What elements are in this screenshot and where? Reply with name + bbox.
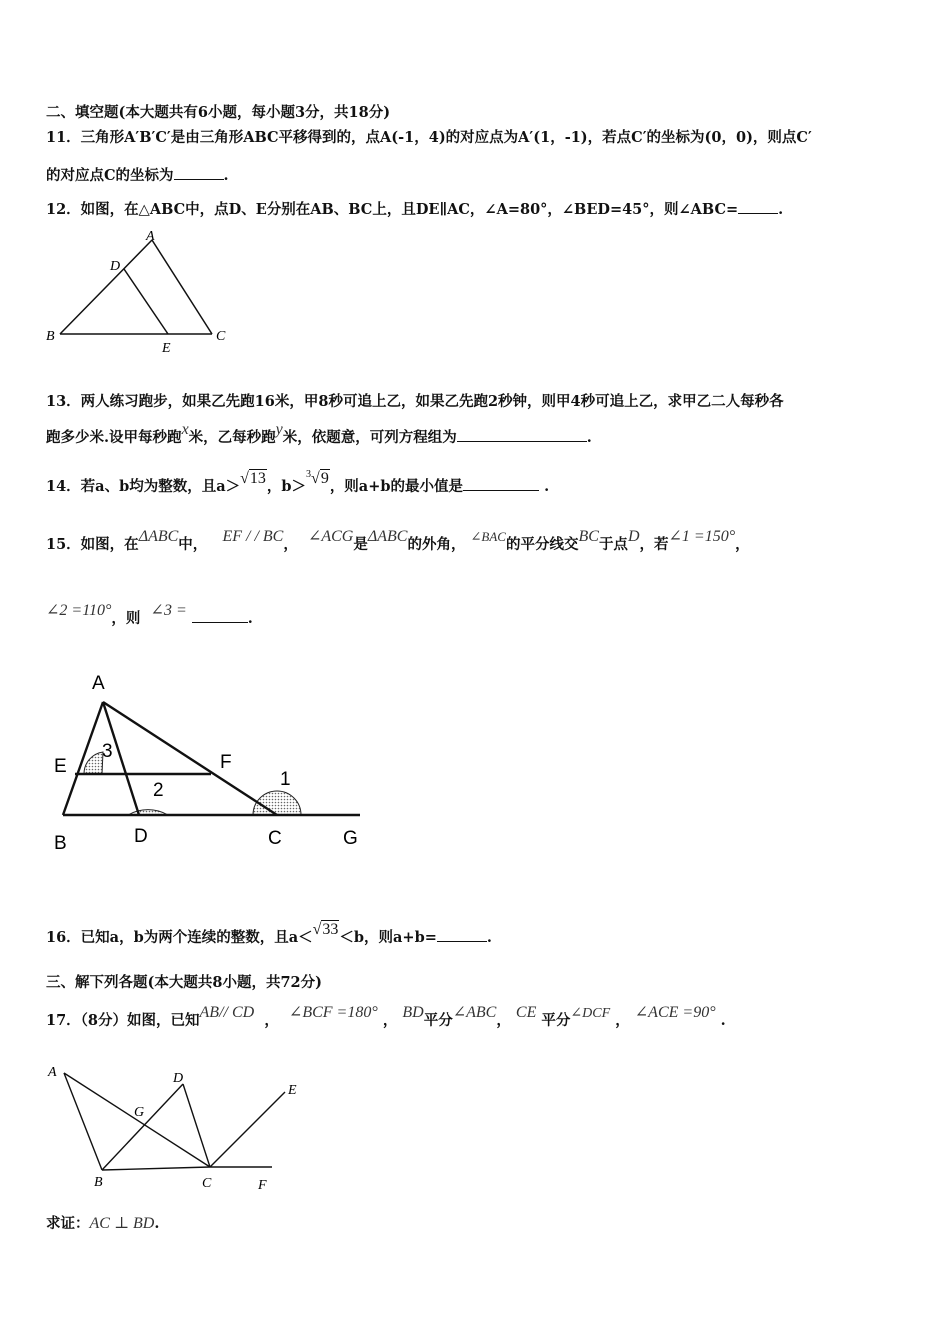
q17-proof-line [46,1214,159,1234]
q12-end: . [778,201,784,218]
q16-text-b: ＜b，则a+b= [339,929,437,946]
q17-segment-bc [102,1167,210,1170]
q17-segment-dc [183,1084,210,1167]
q15-math-angle2: ∠2 =110° [46,602,112,619]
q12-label-a: A [146,229,155,244]
q17-figure [40,1060,320,1195]
q17-line [46,1004,726,1032]
q17-text-8: . [720,1012,726,1029]
q14-root-index: 3 [306,469,312,480]
q15-figure [40,660,380,860]
q14-sqrt-13: √13 [240,470,266,487]
q15-math-angle-bac: ∠BAC [470,529,506,544]
q13-end: . [586,429,592,446]
q15-label-a: A [92,673,105,694]
q17-math-angle-dcf: ∠DCF [570,1006,611,1021]
q12-segment-ba [60,240,152,334]
q12-figure [40,226,240,356]
q13-var-y: y [275,421,283,438]
q13-text-c: 米，依题意，可列方程组为 [282,429,457,446]
q13-text-a: 跑多少米.设甲每秒跑 [46,429,182,446]
q15-label-angle1: 1 [280,769,291,790]
q12-segment-ac [152,240,212,334]
q17-label-g: G [134,1105,145,1120]
q14-end: . [544,478,550,495]
q17-segment-ce [210,1092,285,1167]
q15-text-10: ，则 [111,610,141,627]
q12-text: 12．如图，在△ABC中，点D、E分别在AB、BC上，且DE∥AC，∠A=80°，∠BED=45°，则∠ABC= [46,201,739,218]
q15-answer-blank [192,608,248,623]
q17-math-angle-ace: ∠ACE =90° [634,1004,716,1021]
q17-label-b: B [94,1175,103,1190]
q14-text-a: 14．若a、b均为整数，且a＞ [46,478,241,495]
q12-label-b: B [46,329,55,344]
q15-math-angle-acg: ∠ACG [307,528,354,545]
q14-text-c: ，则a+b的最小值是 [329,478,463,495]
section-title-fill-blank: 二、填空题(本大题共有6小题，每小题3分，共18分) [46,104,391,121]
q15-math-ef-parallel-bc: EF / / BC [222,528,284,545]
q15-end: . [247,610,253,627]
q16-radicand-33: 33 [322,921,339,938]
q17-label-c: C [202,1176,212,1191]
q16-sqrt-33: √33 [312,921,339,938]
q12-label-c: C [216,329,226,344]
q17-math-ab-parallel-cd: AB// CD [199,1004,255,1021]
q15-text-3: ， [283,536,298,553]
q15-text-8: ，若 [639,536,669,553]
q15-label-b: B [54,833,67,854]
q15-text-9: ， [735,536,750,553]
q17-math-bd: BD [402,1004,424,1021]
q13-var-x: x [181,421,189,438]
q13-line1: 13．两人练习跑步，如果乙先跑16米，甲8秒可追上乙，如果乙先跑2秒钟，则甲4秒可追上乙，求甲乙二人每秒各 [46,393,784,410]
q15-label-angle3: 3 [102,741,113,762]
q17-segment-ac [64,1073,210,1167]
q13-answer-blank [457,427,587,442]
q17-label-d: D [173,1071,184,1086]
q17-text-6: 平分 [541,1012,571,1029]
q17-math-angle-abc: ∠ABC [452,1004,497,1021]
q15-segment-ac [103,702,277,815]
q15-angle3-shade [84,752,103,774]
q15-label-g: G [343,828,358,849]
q17-proof-end: . [154,1215,160,1232]
q17-text-7: ， [615,1012,630,1029]
q12-segment-de [124,269,168,334]
q15-text-1: 15．如图，在 [46,536,139,553]
q17-text-2: ， [264,1012,279,1029]
q14-text-b: ，b＞ [266,478,307,495]
q11-text: 的对应点C的坐标为 [46,167,174,184]
q15-label-angle2: 2 [153,780,164,801]
q15-text-7: 于点 [598,536,628,553]
q16-text-a: 16．已知a，b为两个连续的整数，且a＜ [46,929,313,946]
q15-text-5: 的外角， [407,536,466,553]
q16-end: . [486,929,492,946]
q15-label-f: F [220,752,232,773]
q11-answer-blank [174,165,224,180]
q15-math-bc: BC [578,528,599,545]
q15-text-6: 的平分线交 [505,536,579,553]
q15-line2 [46,602,253,629]
q17-math-angle-bcf: ∠BCF =180° [288,1004,378,1021]
q13-text-b: 米，乙每秒跑 [188,429,276,446]
q15-math-d: D [627,528,640,545]
q12-line [46,199,783,220]
q15-label-d: D [134,826,148,847]
q15-math-triangle-abc-2: ΔABC [367,528,408,545]
q14-radicand-9: 9 [320,470,329,487]
q15-line1 [46,528,750,555]
section-title-solve: 三、解下列各题(本大题共8小题，共72分) [46,974,322,991]
q17-text-1: 17．（8分）如图，已知 [46,1012,200,1029]
q14-cbrt-9: $^3$√9 [306,469,329,487]
q15-label-c: C [268,828,282,849]
q17-text-5: ， [496,1012,511,1029]
q15-math-angle3: ∠3 = [150,602,187,619]
q16-answer-blank [437,927,487,942]
q17-text-3: ， [382,1012,398,1029]
q17-math-ce: CE [515,1004,537,1021]
q15-math-triangle-abc: ΔABC [138,528,179,545]
q17-segment-bd [102,1084,183,1170]
q15-text-2: 中， [178,536,208,553]
q11-end: . [223,167,229,184]
q14-line [46,469,550,499]
q17-proof-label: 求证： [46,1215,90,1232]
q13-line2 [46,421,592,448]
q17-proof-statement: AC ⊥ BD [89,1215,155,1232]
q17-label-a: A [48,1065,57,1080]
q14-radicand-13: 13 [249,470,266,487]
q17-text-4: 平分 [423,1012,453,1029]
q12-label-d: D [110,259,121,274]
q15-label-e: E [54,756,67,777]
q11-line1: 11．三角形A′B′C′是由三角形ABC平移得到的，点A(-1，4)的对应点为A′(1，-1)，若点C′的坐标为(0，0)，则点C′ [46,129,812,146]
q17-label-e: E [288,1083,297,1098]
q14-answer-blank [463,476,539,491]
q15-math-angle1: ∠1 =150° [668,528,736,545]
q11-line2 [46,165,229,186]
q16-line [46,921,492,948]
q15-text-4: 是 [353,536,368,553]
q12-answer-blank [738,199,778,214]
q12-label-e: E [162,341,171,356]
q17-label-f: F [258,1178,267,1193]
q17-segment-ab [64,1073,102,1170]
